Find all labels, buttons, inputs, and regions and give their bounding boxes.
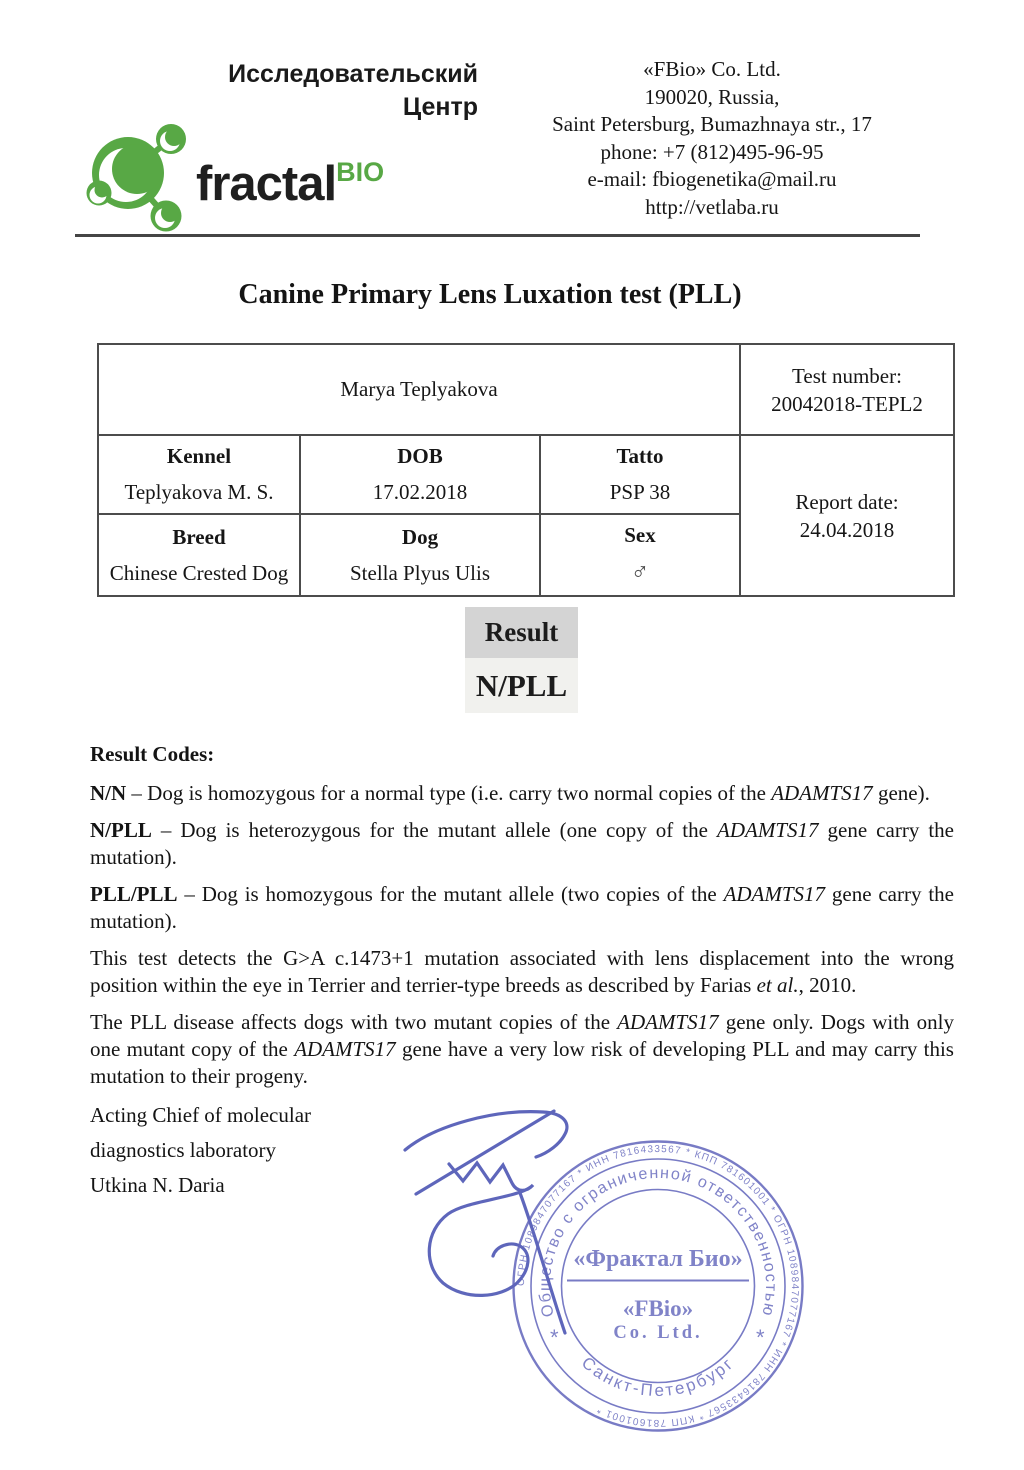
breed-cell [98,514,300,596]
gene-name: ADAMTS17 [294,1037,396,1061]
signatory-role-line2: diagnostics laboratory [90,1138,277,1162]
result-codes-section [90,741,954,1100]
company-contact-block [482,56,942,221]
stamp-company-form-ring: Общество с ограниченной ответственностью [535,1163,781,1319]
stamp-center-co-ltd: Co. Ltd. [613,1323,703,1343]
gene-name: ADAMTS17 [723,882,826,906]
kennel-label: Kennel [166,444,232,468]
disease-note [90,1009,954,1090]
disease-note-text2: gene only. Dogs with only one mutant copy of the [90,1010,954,1061]
code-npll-text-end: gene carry the mutation). [90,818,954,869]
report-date-value: 24.04.2018 [799,517,895,542]
report-date-label: Report date: [795,489,899,514]
org-name-russian [200,58,478,124]
owner-cell: Marya Teplyakova [98,344,740,435]
breed-label: Breed [172,524,226,549]
report-title: Canine Primary Lens Luxation test (PLL) [238,279,742,310]
mutation-note-text: This test detects the G>A c.1473+1 mutation associated with lens displacement into the wrong position within the eye in Terrier and terrier-type breeds as described by Farias [90,946,954,997]
dob-cell [300,435,540,514]
kennel-value: Teplyakova M. S. [124,480,274,504]
company-name: «FBio» Co. Ltd. [643,57,781,81]
dob-value: 17.02.2018 [372,480,468,504]
test-number-value: 20042018-TEPL2 [771,391,923,416]
code-nn-text-end: gene). [872,781,930,805]
company-website: http://vetlaba.ru [645,194,779,219]
test-info-table [97,343,955,597]
signatory-role-line1: Acting Chief of molecular [90,1103,312,1127]
company-postcode: 190020, Russia, [644,84,780,109]
header-divider [75,234,920,237]
code-npll: N/PLL [90,818,152,842]
gene-name: ADAMTS17 [717,818,819,842]
code-item-nn [90,780,954,807]
male-sign-icon: ♂ [630,559,650,586]
mutation-note-end: , 2010. [798,973,857,997]
company-email: e-mail: fbiogenetika@mail.ru [587,167,837,191]
tatto-cell [540,435,740,514]
signatory-name: Utkina N. Daria [90,1173,225,1197]
mutation-note [90,945,954,999]
code-nn-text: – Dog is homozygous for a normal type (i.e. carry two normal copies of the [126,781,772,805]
et-al: et al. [756,973,799,997]
tatto-label: Tatto [616,444,664,468]
result-heading: Result [465,607,578,658]
gene-name: ADAMTS17 [771,781,873,805]
gene-name: ADAMTS17 [617,1010,719,1034]
code-item-pllpll [90,881,954,935]
code-nn: N/N [90,781,127,805]
stamp-star-right: * [756,1325,765,1350]
breed-value: Chinese Crested Dog [109,560,289,585]
stamp-registration-numbers: ОГРН 1089847077167 * ИНН 7816433567 * КПП 781601001 * ОГРН 1089847077167 * ИНН 7816433567 * КПП 781601001 * [515,1143,801,1429]
code-pllpll-text-end: gene carry the mutation). [90,882,954,933]
company-round-stamp [507,1135,809,1437]
kennel-cell [98,435,300,514]
disease-note-text3: gene have a very low risk of developing PLL and may carry this mutation to their progeny. [90,1037,954,1088]
org-name-line1: Исследовательский [228,60,478,88]
company-address: Saint Petersburg, Bumazhnaya str., 17 [552,112,872,136]
stamp-city-ring: Санкт-Петербург [577,1353,739,1401]
dog-cell [300,514,540,596]
code-item-npll [90,817,954,871]
org-name-line2: Центр [402,93,478,121]
sex-cell [540,514,740,596]
test-number-label: Test number: [792,363,902,388]
logo-wordmark [196,156,384,212]
company-phone: phone: +7 (812)495-96-95 [600,139,824,164]
signatory-block [90,1098,311,1203]
code-npll-text: – Dog is heterozygous for the mutant allele (one copy of the [151,818,717,842]
report-date-cell [740,435,954,596]
code-pllpll-text: – Dog is homozygous for the mutant allele (two copies of the [177,882,724,906]
logo-word: fractal [196,157,337,211]
logo-bio-suffix: BIO [336,157,385,187]
result-block [465,607,578,713]
test-number-cell [740,344,954,435]
dog-label: Dog [401,524,439,549]
fractal-bio-molecule-logo-icon [86,118,201,240]
disease-note-text1: The PLL disease affects dogs with two mutant copies of the [90,1010,618,1034]
dob-label: DOB [397,444,443,468]
stamp-star-left: * [550,1325,559,1350]
tatto-value: PSP 38 [609,480,671,504]
sex-label: Sex [624,523,656,547]
stamp-center-name-en: «FBio» [622,1296,694,1321]
dog-value: Stella Plyus Ulis [349,560,491,585]
code-pllpll: PLL/PLL [90,882,178,906]
result-value: N/PLL [465,658,578,713]
stamp-center-name-ru: «Фрактал Био» [573,1246,743,1272]
result-codes-heading: Result Codes: [90,742,215,766]
